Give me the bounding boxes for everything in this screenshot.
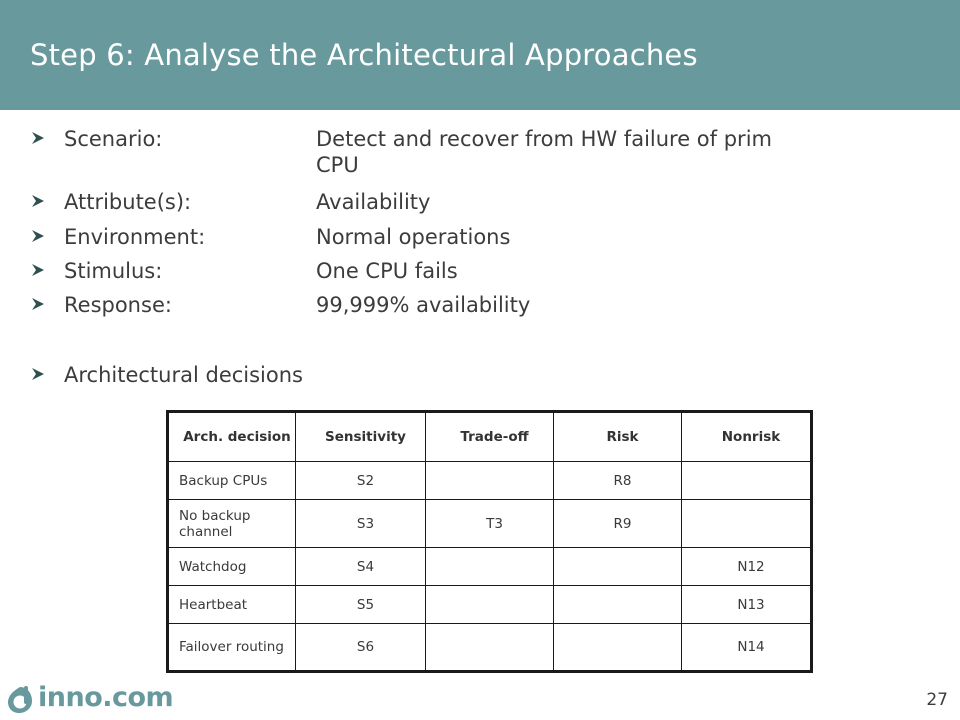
cell-trade-off [426,462,554,500]
cell-nonrisk: N12 [682,548,812,586]
cell-decision: Heartbeat [168,586,296,624]
arrow-bullet-icon [30,262,46,278]
cell-sensitivity: S4 [296,548,426,586]
cell-nonrisk: N14 [682,624,812,672]
title-bar [0,0,960,110]
bullet-label: Architectural decisions [64,363,303,387]
cell-trade-off: T3 [426,500,554,548]
header-nonrisk: Nonrisk [682,412,812,462]
cell-sensitivity: S6 [296,624,426,672]
cell-risk [554,624,682,672]
cell-sensitivity: S2 [296,462,426,500]
table-row [168,500,812,548]
architectural-decisions-table [166,410,813,673]
cell-trade-off [426,548,554,586]
header-arch-decision: Arch. decision [168,412,296,462]
header-risk: Risk [554,412,682,462]
header-trade-off: Trade-off [426,412,554,462]
slide-title: Step 6: Analyse the Architectural Approaches [30,38,698,72]
bullet-value: Normal operations [316,225,511,249]
inno-logo-icon [4,684,36,716]
table-row [168,462,812,500]
table-row [168,586,812,624]
arrow-bullet-icon [30,130,46,146]
cell-decision: No backup channel [168,500,296,548]
cell-decision: Failover routing [168,624,296,672]
cell-nonrisk: N13 [682,586,812,624]
bullet-label: Environment: [64,225,206,249]
logo-text: inno.com [38,682,174,713]
bullet-label: Scenario: [64,127,163,151]
bullet-label: Stimulus: [64,259,163,283]
arrow-bullet-icon [30,228,46,244]
table-header-row [168,412,812,462]
cell-nonrisk [682,500,812,548]
bullet-label: Attribute(s): [64,190,192,214]
cell-nonrisk [682,462,812,500]
cell-risk [554,586,682,624]
cell-sensitivity: S3 [296,500,426,548]
cell-decision: Backup CPUs [168,462,296,500]
table-row [168,548,812,586]
page-number: 27 [926,690,948,710]
cell-risk [554,548,682,586]
cell-trade-off [426,624,554,672]
bullet-label: Response: [64,293,172,317]
bullet-value: Availability [316,190,431,214]
arrow-bullet-icon [30,366,46,382]
bullet-value: Detect and recover from HW failure of prim CPU [316,127,772,177]
cell-risk: R8 [554,462,682,500]
cell-trade-off [426,586,554,624]
arrow-bullet-icon [30,193,46,209]
header-sensitivity: Sensitivity [296,412,426,462]
arrow-bullet-icon [30,296,46,312]
cell-risk: R9 [554,500,682,548]
cell-decision: Watchdog [168,548,296,586]
table-row [168,624,812,672]
bullet-value: One CPU fails [316,259,458,283]
cell-sensitivity: S5 [296,586,426,624]
bullet-value: 99,999% availability [316,293,531,317]
footer-logo [4,682,204,718]
